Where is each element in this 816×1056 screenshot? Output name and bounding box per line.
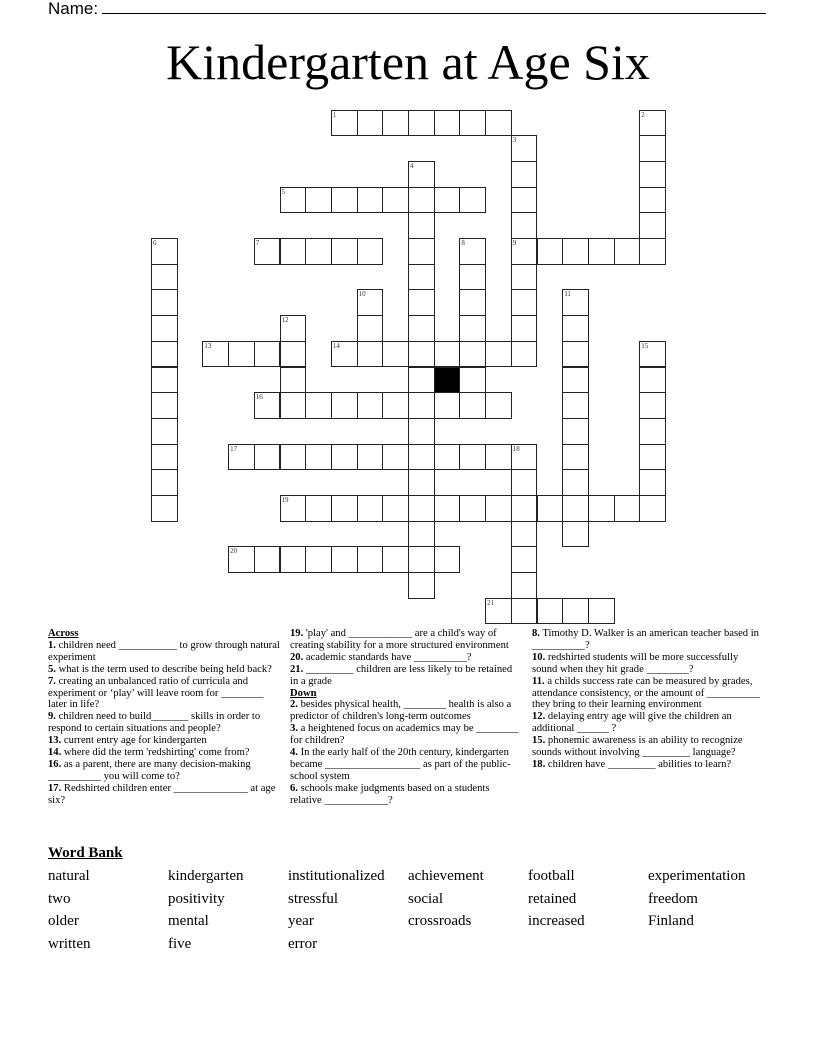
- grid-cell[interactable]: [408, 469, 435, 496]
- grid-cell[interactable]: [305, 238, 332, 265]
- clue-down-4: 4. In the early half of the 20th century, kindergarten became __________________ as part of the public-school system: [290, 747, 511, 782]
- clue-number: 11: [564, 290, 571, 299]
- grid-cell[interactable]: [228, 341, 255, 368]
- grid-cell[interactable]: [537, 238, 564, 265]
- clue-down-2: 2. besides physical health, ________ health is also a predictor of children's long-term outcomes: [290, 699, 512, 723]
- clues-column-1: [48, 628, 280, 807]
- clue-down-6: 6. schools make judgments based on a students relative ____________?: [290, 782, 490, 806]
- clue-across-1: 1. children need ___________ to grow through natural experiment: [48, 639, 280, 663]
- grid-cell[interactable]: [485, 444, 512, 471]
- grid-cell[interactable]: [151, 418, 178, 445]
- clue-across-16: 16. as a parent, there are many decision-making __________ you will come to?: [48, 758, 251, 782]
- word-bank-item: mental: [168, 913, 209, 929]
- grid-cell[interactable]: [639, 238, 666, 265]
- grid-cell[interactable]: [151, 469, 178, 496]
- grid-cell[interactable]: [382, 110, 409, 137]
- grid-cell[interactable]: [382, 495, 409, 522]
- grid-cell[interactable]: [151, 238, 178, 265]
- grid-cell[interactable]: [562, 469, 589, 496]
- grid-cell[interactable]: [562, 367, 589, 394]
- grid-cell[interactable]: [151, 341, 178, 368]
- clue-across-20: 20. academic standards have __________?: [290, 651, 472, 663]
- clue-across-19: 19. 'play' and ____________ are a child's way of creating stability for a more structured environment: [290, 628, 509, 651]
- grid-cell[interactable]: [614, 495, 641, 522]
- down-heading: Down: [290, 687, 317, 699]
- grid-cell[interactable]: [408, 444, 435, 471]
- grid-cell[interactable]: [280, 315, 307, 342]
- clue-down-12: 12. delaying entry age will give the children an additional ______ ?: [532, 711, 732, 735]
- grid-cell[interactable]: [357, 546, 384, 573]
- across-heading: Across: [48, 628, 79, 639]
- clue-number: 13: [204, 341, 212, 350]
- grid-cell[interactable]: [408, 392, 435, 419]
- grid-cell[interactable]: [434, 187, 461, 214]
- grid-cell[interactable]: [408, 521, 435, 548]
- grid-cell[interactable]: [151, 444, 178, 471]
- grid-cell[interactable]: [331, 187, 358, 214]
- grid-cell[interactable]: [254, 238, 281, 265]
- grid-cell[interactable]: [639, 392, 666, 419]
- grid-cell[interactable]: [280, 495, 307, 522]
- grid-cell[interactable]: [485, 110, 512, 137]
- grid-cell[interactable]: [537, 495, 564, 522]
- grid-cell[interactable]: [639, 135, 666, 162]
- grid-cell[interactable]: [639, 367, 666, 394]
- grid-cell[interactable]: [511, 264, 538, 291]
- grid-cell[interactable]: [511, 341, 538, 368]
- clues-column-3: [532, 628, 762, 771]
- grid-cell[interactable]: [459, 341, 486, 368]
- clue-number: 20: [230, 547, 238, 556]
- grid-cell[interactable]: [151, 289, 178, 316]
- grid-cell[interactable]: [305, 546, 332, 573]
- clue-number: 6: [153, 239, 157, 247]
- grid-cell[interactable]: [562, 495, 589, 522]
- grid-cell[interactable]: [151, 392, 178, 419]
- word-bank-item: natural: [48, 868, 90, 884]
- grid-cell[interactable]: [459, 110, 486, 137]
- grid-cell[interactable]: [408, 238, 435, 265]
- clue-across-17: 17. Redshirted children enter ______________ at age six?: [48, 782, 276, 806]
- clue-number: 17: [230, 444, 238, 453]
- grid-cell[interactable]: [408, 418, 435, 445]
- grid-cell[interactable]: [280, 546, 307, 573]
- grid-cell[interactable]: [459, 187, 486, 214]
- grid-cell[interactable]: [562, 444, 589, 471]
- grid-cell[interactable]: [485, 392, 512, 419]
- grid-cell[interactable]: [562, 315, 589, 342]
- grid-cell[interactable]: [511, 572, 538, 599]
- clue-down-15: 15. phonemic awareness is an ability to recognize sounds without involving _________ language?: [532, 735, 743, 759]
- grid-cell[interactable]: [511, 469, 538, 496]
- word-bank-item: kindergarten: [168, 868, 244, 884]
- grid-cell[interactable]: [562, 392, 589, 419]
- clues-column-2: [290, 628, 522, 807]
- grid-cell[interactable]: [254, 392, 281, 419]
- clue-number: 4: [410, 161, 414, 170]
- grid-cell[interactable]: [331, 392, 358, 419]
- grid-cell[interactable]: [357, 444, 384, 471]
- clue-number: 2: [641, 110, 645, 119]
- grid-cell[interactable]: [459, 238, 486, 265]
- grid-cell[interactable]: [459, 444, 486, 471]
- word-bank-item: institutionalized: [288, 868, 385, 884]
- clue-number: 7: [255, 239, 260, 247]
- grid-cell[interactable]: [151, 367, 178, 394]
- grid-cell[interactable]: [639, 469, 666, 496]
- grid-cell[interactable]: [511, 521, 538, 548]
- grid-cell[interactable]: [305, 187, 332, 214]
- grid-cell[interactable]: [254, 341, 281, 368]
- grid-cell[interactable]: [511, 135, 538, 162]
- clue-number: 18: [512, 444, 520, 453]
- page-title: Kindergarten at Age Six: [166, 34, 650, 90]
- grid-cell[interactable]: [280, 341, 307, 368]
- grid-cell[interactable]: [408, 341, 435, 368]
- grid-cell[interactable]: [331, 495, 358, 522]
- grid-cell[interactable]: [459, 495, 486, 522]
- grid-cell[interactable]: [459, 392, 486, 419]
- grid-cell[interactable]: [151, 495, 178, 522]
- grid-cell[interactable]: [151, 315, 178, 342]
- word-bank-item: freedom: [648, 890, 698, 907]
- word-bank-item: experimentation: [648, 868, 746, 884]
- grid-cell[interactable]: [382, 392, 409, 419]
- clue-down-3: 3. a heightened focus on academics may be ________ for children?: [290, 723, 519, 747]
- grid-cell[interactable]: [382, 546, 409, 573]
- clue-across-14: 14. where did the term 'redshirting' come from?: [48, 747, 250, 759]
- word-bank-item: stressful: [288, 890, 338, 907]
- grid-cell[interactable]: [511, 212, 538, 239]
- grid-cell[interactable]: [357, 392, 384, 419]
- grid-cell[interactable]: [408, 212, 435, 239]
- clue-down-11: 11. a childs success rate can be measured by grades, attendance consistency, or the amount of __________ they bring to their learning environment: [532, 675, 760, 711]
- grid-cell[interactable]: [511, 289, 538, 316]
- grid-cell[interactable]: [254, 444, 281, 471]
- word-bank-item: positivity: [168, 890, 225, 907]
- word-bank-item: retained: [528, 890, 577, 907]
- grid-cell[interactable]: [511, 546, 538, 573]
- grid-cell[interactable]: [305, 495, 332, 522]
- clue-number: 12: [281, 316, 289, 325]
- word-bank-item: football: [528, 868, 575, 884]
- grid-cell[interactable]: [459, 315, 486, 342]
- grid-cell[interactable]: [434, 495, 461, 522]
- grid-cell[interactable]: [408, 546, 435, 573]
- clue-number: 5: [281, 187, 285, 196]
- grid-cell[interactable]: [434, 392, 461, 419]
- grid-cell[interactable]: [511, 495, 538, 522]
- word-bank-item: crossroads: [408, 913, 472, 929]
- grid-cell[interactable]: [459, 289, 486, 316]
- grid-cell[interactable]: [254, 546, 281, 573]
- clue-number: 16: [255, 393, 263, 402]
- clue-across-5: 5. what is the term used to describe being held back?: [48, 663, 272, 675]
- grid-cell[interactable]: [228, 546, 255, 573]
- grid-cell[interactable]: [280, 392, 307, 419]
- grid-cell[interactable]: [511, 161, 538, 188]
- clue-number: 3: [512, 136, 517, 145]
- clue-across-9: 9. children need to build_______ skills in order to respond to certain situations and people?: [48, 711, 261, 735]
- grid-cell[interactable]: [280, 238, 307, 265]
- grid-cell[interactable]: [639, 212, 666, 239]
- grid-cell[interactable]: [434, 444, 461, 471]
- grid-cell[interactable]: [305, 444, 332, 471]
- grid-cell[interactable]: [562, 341, 589, 368]
- word-bank-item: two: [48, 890, 71, 907]
- grid-cell[interactable]: [588, 598, 615, 625]
- grid-cell[interactable]: [280, 367, 307, 394]
- grid-cell[interactable]: [408, 110, 435, 137]
- grid-cell[interactable]: [228, 444, 255, 471]
- grid-cell[interactable]: [511, 444, 538, 471]
- grid-cell[interactable]: [151, 264, 178, 291]
- grid-cell[interactable]: [357, 187, 384, 214]
- block-cell: [434, 367, 461, 394]
- grid-cell[interactable]: [357, 110, 384, 137]
- grid-cell[interactable]: [408, 161, 435, 188]
- grid-cell[interactable]: [408, 367, 435, 394]
- grid-cell[interactable]: [357, 341, 384, 368]
- word-bank-item: achievement: [408, 868, 484, 884]
- grid-cell[interactable]: [511, 238, 538, 265]
- grid-cell[interactable]: [485, 341, 512, 368]
- grid-cell[interactable]: [639, 444, 666, 471]
- grid-cell[interactable]: [485, 495, 512, 522]
- grid-cell[interactable]: [331, 341, 358, 368]
- grid-cell[interactable]: [562, 238, 589, 265]
- clue-number: 15: [641, 341, 649, 350]
- name-label: Name:: [48, 0, 99, 18]
- word-bank-item: older: [48, 913, 79, 929]
- word-bank-item: five: [168, 935, 192, 952]
- grid-cell[interactable]: [434, 110, 461, 137]
- clue-number: 1: [332, 110, 337, 119]
- word-bank-item: social: [408, 890, 443, 907]
- grid-cell[interactable]: [459, 264, 486, 291]
- word-bank-title: Word Bank: [48, 845, 123, 861]
- grid-cell[interactable]: [331, 546, 358, 573]
- grid-cell[interactable]: [408, 187, 435, 214]
- grid-cell[interactable]: [511, 315, 538, 342]
- clue-down-10: 10. redshirted students will be more successfully sound when they hit grade ________?: [532, 651, 739, 675]
- grid-cell[interactable]: [357, 289, 384, 316]
- grid-cell[interactable]: [562, 289, 589, 316]
- grid-cell[interactable]: [382, 341, 409, 368]
- word-bank-item: increased: [528, 913, 585, 929]
- grid-cell[interactable]: [639, 418, 666, 445]
- grid-cell[interactable]: [280, 187, 307, 214]
- grid-cell[interactable]: [562, 598, 589, 625]
- clue-across-13: 13. current entry age for kindergarten: [48, 735, 207, 747]
- clue-number: 21: [487, 598, 495, 607]
- grid-cell[interactable]: [588, 238, 615, 265]
- clue-down-18: 18. children have _________ abilities to learn?: [532, 758, 732, 770]
- clue-number: 14: [332, 341, 340, 350]
- grid-cell[interactable]: [357, 495, 384, 522]
- grid-cell[interactable]: [639, 187, 666, 214]
- grid-cell[interactable]: [588, 495, 615, 522]
- grid-cell[interactable]: [408, 289, 435, 316]
- word-bank-item: year: [288, 913, 314, 929]
- grid-cell[interactable]: [408, 495, 435, 522]
- grid-cell[interactable]: [639, 495, 666, 522]
- grid-cell[interactable]: [537, 598, 564, 625]
- grid-cell[interactable]: [459, 367, 486, 394]
- grid-cell[interactable]: [511, 187, 538, 214]
- clue-number: 19: [281, 496, 289, 504]
- grid-cell[interactable]: [485, 598, 512, 625]
- grid-cell[interactable]: [331, 444, 358, 471]
- grid-cell[interactable]: [562, 418, 589, 445]
- grid-cell[interactable]: [202, 341, 229, 368]
- grid-cell[interactable]: [408, 315, 435, 342]
- clue-across-7: 7. creating an unbalanced ratio of curricula and experiment or ‘play’ will leave room for ________ later in life?: [48, 675, 264, 711]
- clue-across-21: 21. _________ children are less likely to be retained in a grade: [290, 663, 513, 687]
- grid-cell[interactable]: [408, 264, 435, 291]
- grid-cell[interactable]: [331, 110, 358, 137]
- word-bank-item: written: [48, 935, 91, 952]
- grid-cell[interactable]: [382, 187, 409, 214]
- grid-cell[interactable]: [357, 315, 384, 342]
- grid-cell[interactable]: [305, 392, 332, 419]
- grid-cell[interactable]: [382, 444, 409, 471]
- word-bank-item: error: [288, 935, 318, 952]
- grid-cell[interactable]: [331, 238, 358, 265]
- grid-cell[interactable]: [357, 238, 384, 265]
- grid-cell[interactable]: [639, 341, 666, 368]
- grid-cell[interactable]: [280, 444, 307, 471]
- grid-cell[interactable]: [511, 598, 538, 625]
- grid-cell[interactable]: [434, 546, 461, 573]
- grid-cell[interactable]: [614, 238, 641, 265]
- clue-number: 10: [358, 290, 366, 299]
- grid-cell[interactable]: [639, 161, 666, 188]
- clue-down-8: 8. Timothy D. Walker is an american teacher based in __________?: [532, 628, 759, 651]
- clue-number: 8: [461, 239, 465, 247]
- grid-cell[interactable]: [639, 110, 666, 137]
- grid-cell[interactable]: [408, 572, 435, 599]
- grid-cell[interactable]: [434, 341, 461, 368]
- clue-number: 9: [512, 239, 517, 247]
- grid-cell[interactable]: [562, 521, 589, 548]
- word-bank-item: Finland: [648, 913, 694, 929]
